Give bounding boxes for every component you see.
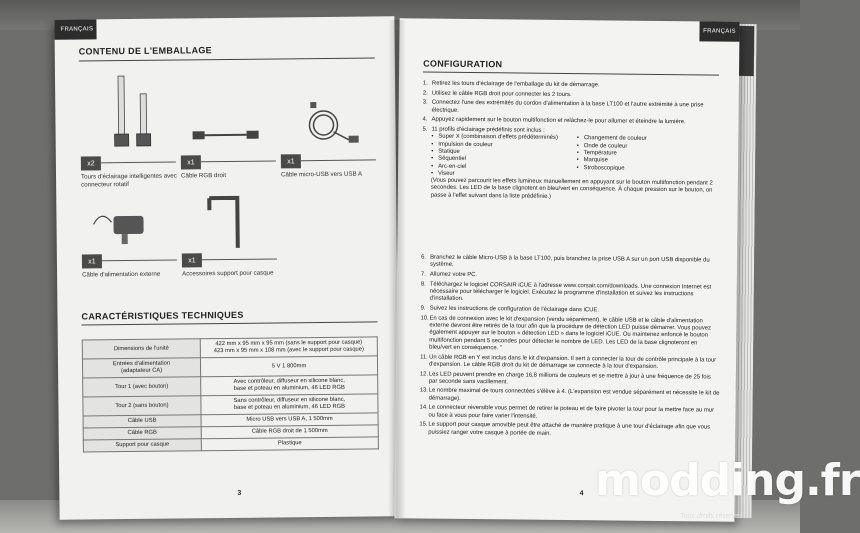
right-page [394, 18, 739, 522]
spec-key: Tour 1 (avec bouton) [83, 377, 201, 397]
profile-item: • Impulsion de couleur [431, 141, 577, 150]
item-caption: Câble RGB droit [180, 172, 227, 180]
step [421, 281, 721, 306]
step [421, 254, 721, 272]
item-rule [102, 260, 177, 262]
spec-key: Tour 2 (sans bouton) [83, 396, 201, 416]
profile-item: • Changement de couleur [577, 135, 723, 144]
step-number: 14. [419, 404, 428, 412]
step [422, 127, 723, 203]
step-number: 2. [422, 90, 428, 97]
profile-item: • Séquentiel [431, 156, 577, 165]
step-number: 12. [419, 370, 429, 378]
spec-value: 5 V 1 800mm [200, 356, 377, 377]
step [423, 90, 723, 100]
step-number: 8. [420, 281, 426, 288]
step [423, 100, 723, 118]
item-rule [101, 162, 176, 164]
step-text: Un câble RGB en Y est inclus dans le kit d'expansion. Il sert à connecter la tour de contrôle principale à la tour d'expansion. Le câble RGB droit du kit de démarrage se connecte à la tour d'expansion. [428, 354, 717, 370]
language-tab: FRANÇAIS [54, 19, 96, 39]
spec-value: Câble RGB droit de 1 500mm [201, 425, 378, 439]
item-rule [202, 258, 277, 260]
item-rule [201, 160, 276, 162]
spec-value: Avec contrôleur, diffuseur en silicone blanc, base et poteau en aluminium, 46 LED RGB [201, 375, 378, 396]
step-text: Branchez le câble Micro-USB à la base LT100, puis branchez la prise USB A sur un port USB disponible du système. [430, 254, 710, 269]
item-caption: Câble d'alimentation externe [82, 270, 161, 279]
step-number: 7. [420, 271, 426, 278]
specs-table [82, 336, 379, 452]
step-text: Le nombre maximal de tours connectées s'élève à 4. (L'expansion est vendue séparément et nécessite le kit de démarrage). [428, 388, 720, 402]
page-number: 3 [237, 489, 242, 497]
step [420, 354, 720, 372]
step [420, 315, 720, 355]
cover-edge [738, 26, 755, 76]
spec-value: 422 mm x 95 mm x 95 mm (sans le support pour casque) 423 mm x 95 mm x 108 mm (avec le support pour casque) [200, 337, 377, 358]
step-text: Appuyez rapidement sur le bouton multifonction et relâchez-le pour allumer et éteindre la lumière. [431, 116, 686, 126]
lighting-profiles [431, 134, 722, 181]
qty-badge: x1 [182, 253, 202, 267]
spec-value: Plastique [201, 437, 378, 451]
title-rule [79, 57, 375, 61]
profile-item: • Marquise [577, 157, 723, 166]
package-contents-title: CONTENU DE L'EMBALLAGE [78, 45, 213, 57]
step-text: Retirez les tours d'éclairage de l'emballage du kit de démarrage. [431, 80, 600, 89]
profiles-column-2 [576, 135, 722, 180]
specs-rule [82, 321, 378, 325]
profile-item: • Viseur [431, 170, 577, 179]
step-text: Le connecteur réversible vous permet de retirer le poteau et de faire pivoter la tour pour la mettre face au mur ou face à vous pour faire varier l'intensité. [428, 405, 715, 420]
step [423, 117, 723, 127]
qty-badge: x1 [281, 154, 301, 168]
step [421, 305, 721, 315]
step [420, 371, 720, 389]
profile-item: • Arc-en-ciel [431, 163, 577, 172]
profile-item: • Température [577, 150, 723, 159]
qty-badge: x2 [81, 156, 101, 170]
spec-row [83, 437, 378, 452]
specs-title: CARACTÉRISTIQUES TECHNIQUES [81, 309, 244, 322]
book-spine [388, 20, 406, 518]
step-number: 15. [419, 421, 428, 429]
step-text: Connectez l'une des extrémités du cordon d'alimentation à la base LT100 et l'autre extrémité à une prise électrique. [431, 99, 704, 114]
page-number: 4 [579, 490, 584, 498]
spec-value: Micro USB vers USB A, 1 500mm [201, 413, 378, 427]
step-number: 5. [422, 126, 428, 133]
profile-item: • Onde de couleur [577, 143, 723, 152]
language-tab: FRANÇAIS [699, 21, 739, 41]
profile-item: • Super X (combinaison d'effets prédéterminés) [431, 134, 577, 143]
step-text: 11 profils d'éclairage prédéfinis sont inclus : [431, 126, 545, 134]
step-text: Le support pour casque amovible peut être attaché de manière pratique à une tour d'éclairage afin que vous puissiez ranger votre casque à portée de main. [428, 422, 711, 437]
package-item-towers [80, 74, 179, 189]
item-rule [301, 159, 376, 161]
package-item-headset-holder [181, 192, 280, 298]
step-text: Utilisez le câble RGB droit pour connecter les 2 tours. [431, 90, 572, 98]
step5-note: (Vous pouvez parcourir les effets lumineux manuellement en appuyant sur le bouton multifonction pendant 2 secondes. Les LED de la base clignotent en bleu/vert en conséquence. À chaque pression sur le bouton, on passe à l'effet suivant dans la liste prédéfinie.) [430, 177, 713, 200]
usb-cable-drawing [298, 100, 369, 151]
watermark-logo: modding.fr [595, 455, 860, 506]
configuration-steps-more [419, 254, 721, 442]
step [419, 422, 719, 440]
spec-key: Dimensions de l'unité [82, 339, 200, 359]
profiles-column-1 [431, 134, 577, 179]
step-number: 9. [420, 305, 426, 312]
configuration-steps [422, 80, 723, 205]
spec-key: Câble USB [83, 415, 201, 428]
qty-badge: x1 [181, 155, 201, 169]
item-caption: Câble micro-USB vers USB A [280, 170, 363, 179]
step-text: Allumez votre PC. [429, 271, 478, 279]
spec-key: Entrées d'alimentation (adaptateur CA) [82, 358, 200, 378]
watermark-subtitle: Tous droits réservés [680, 513, 743, 520]
step-number: 3. [422, 99, 428, 106]
step [421, 271, 721, 281]
left-page [54, 16, 399, 520]
item-caption: Tours d'éclairage intelligentes avec connecteur rotatif [81, 172, 177, 189]
step-text: Suivez les instructions de configuration de l'éclairage dans iCUE. [429, 305, 600, 314]
spec-key: Câble RGB [83, 427, 201, 440]
step [423, 80, 723, 90]
step-number: 11. [420, 353, 428, 361]
item-caption: Accessoires support pour casque [182, 269, 274, 278]
spec-key: Support pour casque [83, 439, 201, 452]
profile-item: • Statique [431, 149, 577, 158]
rgb-cable-drawing [191, 125, 261, 146]
step-number: 6. [421, 254, 427, 261]
package-grid [80, 71, 375, 279]
step-text: En cas de connexion avec le kit d'expansion (vendu séparément), le câble USB et le câble d'alimentation externe devront être retirés de la tour afin que la procédure de détection LED puisse démarrer. Vous pouvez également appuyer sur le bouton « détection LED » dans le logiciel iCUE. Ou maintenez enfoncé le bouton multifonction pendant 5 secondes pour détecter le nombre de LED. Les LED de la base clignoteront en bleu/vert en conséquence. " [429, 315, 712, 352]
step-number: 4. [422, 116, 428, 123]
step [420, 388, 720, 406]
step-text: Les LED peuvent prendre en charge 16,8 millions de couleurs et se mettre à jour à une fréquence de 25 fois par seconde sans vacillement. [428, 371, 711, 386]
headset-holder-drawing [199, 188, 260, 259]
step-text: Téléchargez le logiciel CORSAIR iCUE à l'adresse www.corsair.com/downloads. Une connexion Internet est nécessaire pour télécharger le logiciel. Exécutez le programme d'installation et suivez les instructions d'installation. [429, 281, 712, 303]
step-number: 1. [422, 80, 428, 87]
package-item-rgb-cable [180, 72, 279, 178]
step [419, 405, 719, 423]
package-item-usb-cable [280, 71, 379, 177]
step-number: 13. [419, 387, 428, 395]
spec-value: Sans contrôleur, diffuseur en silicone blanc, base et poteau en aluminium, 46 LED RGB [201, 394, 378, 415]
qty-badge: x1 [82, 254, 102, 268]
profile-item: • Stroboscopique [577, 165, 723, 174]
package-item-power-adapter [81, 193, 180, 299]
step-number: 10. [420, 315, 429, 322]
power-adapter-drawing [91, 204, 172, 260]
config-rule [423, 71, 719, 75]
configuration-title: CONFIGURATION [423, 58, 503, 70]
towers-drawing [108, 74, 169, 150]
